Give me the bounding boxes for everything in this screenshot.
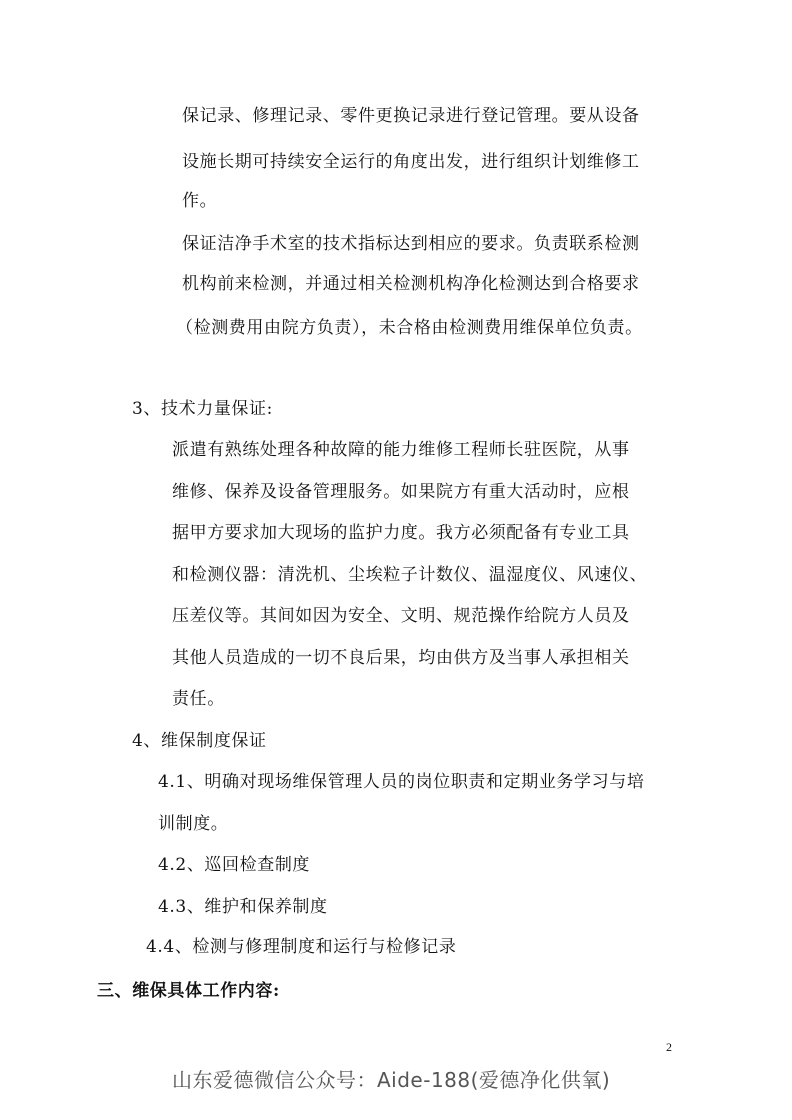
paragraph-line: 责任。 (172, 689, 225, 709)
paragraph-line: 和检测仪器：清洗机、尘埃粒子计数仪、温湿度仪、风速仪、 (172, 565, 648, 585)
paragraph-line: 其他人员造成的一切不良后果，均由供方及当事人承担相关 (172, 648, 630, 668)
paragraph-line: 机构前来检测，并通过相关检测机构净化检测达到合格要求 (182, 274, 640, 294)
footer-watermark: 山东爱德微信公众号：Aide-188(爱德净化供氧) (172, 1068, 611, 1092)
paragraph-line: 4.4、检测与修理制度和运行与检修记录 (146, 937, 457, 957)
section-heading: 4、维保制度保证 (132, 731, 267, 751)
paragraph-line: 设施长期可持续安全运行的角度出发，进行组织计划维修工 (182, 152, 640, 172)
page-number: 2 (666, 1040, 672, 1054)
paragraph-line: （检测费用由院方负责），未合格由检测费用维保单位负责。 (176, 318, 643, 338)
paragraph-line: 4.3、维护和保养制度 (158, 897, 328, 917)
paragraph-line: 压差仪等。其间如因为安全、文明、规范操作给院方人员及 (172, 606, 630, 626)
paragraph-line: 派遣有熟练处理各种故障的能力维修工程师长驻医院，从事 (172, 440, 630, 460)
paragraph-line: 4.2、巡回检查制度 (158, 855, 311, 875)
paragraph-line: 保证洁净手术室的技术指标达到相应的要求。负责联系检测 (182, 234, 640, 254)
paragraph-line: 训制度。 (158, 814, 229, 834)
paragraph-line: 作。 (182, 191, 218, 211)
paragraph-line: 保记录、修理记录、零件更换记录进行登记管理。要从设备 (182, 106, 640, 126)
paragraph-line: 维修、保养及设备管理服务。如果院方有重大活动时，应根 (172, 482, 630, 502)
paragraph-line: 据甲方要求加大现场的监护力度。我方必须配备有专业工具 (172, 523, 630, 543)
section-heading: 3、技术力量保证: (132, 399, 273, 419)
section-title: 三、维保具体工作内容: (97, 981, 280, 1001)
paragraph-line: 4.1、明确对现场维保管理人员的岗位职责和定期业务学习与培 (158, 772, 645, 792)
